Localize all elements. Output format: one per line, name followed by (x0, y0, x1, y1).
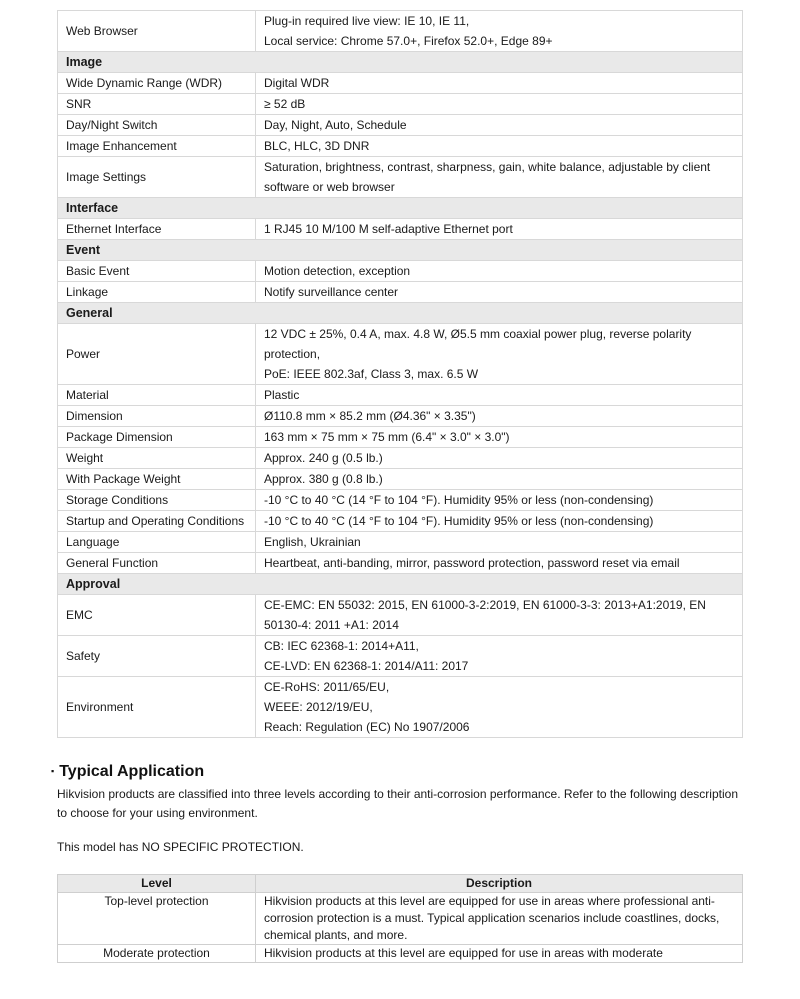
square-bullet-icon: ▪ (51, 766, 55, 776)
spec-row (58, 595, 743, 636)
spec-value-line: CE-LVD: EN 62368-1: 2014/A11: 2017 (264, 659, 469, 673)
spec-row (58, 448, 743, 469)
spec-value (256, 324, 743, 385)
spec-value (256, 511, 743, 532)
spec-value-line: English, Ukrainian (264, 535, 361, 549)
spec-table (57, 10, 743, 738)
spec-row (58, 94, 743, 115)
spec-value-line: Ø110.8 mm × 85.2 mm (Ø4.36" × 3.35") (264, 409, 476, 423)
spec-value-line: CE-EMC: EN 55032: 2015, EN 61000-3-2:2019, EN 61000-3-3: 2013+A1:2019, EN 50130-4: 2011 +A1: 2014 (264, 598, 706, 632)
typical-application-paragraph: Hikvision products are classified into three levels according to their anti-corrosion performance. Refer to the following description to choose for your using environment. (57, 787, 738, 820)
app-description: Hikvision products at this level are equipped for use in areas where professional anti-corrosion protection is a must. Typical application scenarios include coastlines, docks, chemical plants, and more. (256, 893, 743, 945)
spec-label: Day/Night Switch (58, 115, 256, 136)
app-level: Top-level protection (58, 893, 256, 945)
spec-value-line: BLC, HLC, 3D DNR (264, 139, 370, 153)
spec-value (256, 532, 743, 553)
spec-value-line: -10 °C to 40 °C (14 °F to 104 °F). Humidity 95% or less (non-condensing) (264, 493, 654, 507)
section-header: Approval (58, 574, 743, 595)
spec-value (256, 490, 743, 511)
spec-label: Linkage (58, 282, 256, 303)
section-header: Image (58, 52, 743, 73)
spec-value (256, 406, 743, 427)
spec-row (58, 282, 743, 303)
spec-value (256, 94, 743, 115)
spec-section-row (58, 574, 743, 595)
spec-row (58, 677, 743, 738)
spec-value (256, 115, 743, 136)
level-column-header: Level (58, 875, 256, 893)
spec-value-line: WEEE: 2012/19/EU, (264, 700, 373, 714)
spec-value (256, 136, 743, 157)
spec-row (58, 324, 743, 385)
spec-value-line: Plastic (264, 388, 300, 402)
spec-value (256, 469, 743, 490)
spec-row (58, 11, 743, 52)
spec-value-line: 1 RJ45 10 M/100 M self-adaptive Ethernet port (264, 222, 513, 236)
spec-row (58, 532, 743, 553)
spec-label: With Package Weight (58, 469, 256, 490)
spec-value-line: Local service: Chrome 57.0+, Firefox 52.0+, Edge 89+ (264, 34, 553, 48)
spec-label: Package Dimension (58, 427, 256, 448)
spec-row (58, 157, 743, 198)
spec-value-line: Reach: Regulation (EC) No 1907/2006 (264, 720, 470, 734)
spec-value (256, 636, 743, 677)
spec-value-line: Notify surveillance center (264, 285, 399, 299)
spec-value-line: Heartbeat, anti-banding, mirror, password protection, password reset via email (264, 556, 680, 570)
protection-note: This model has NO SPECIFIC PROTECTION. (57, 840, 304, 854)
spec-row (58, 385, 743, 406)
app-description: Hikvision products at this level are equipped for use in areas with moderate (256, 945, 743, 963)
description-column-header: Description (256, 875, 743, 893)
typical-application-heading (51, 763, 743, 781)
spec-label: Environment (58, 677, 256, 738)
spec-value-line: Day, Night, Auto, Schedule (264, 118, 407, 132)
spec-label: Wide Dynamic Range (WDR) (58, 73, 256, 94)
spec-label: Language (58, 532, 256, 553)
spec-value (256, 11, 743, 52)
spec-value (256, 219, 743, 240)
spec-label: Power (58, 324, 256, 385)
spec-label: SNR (58, 94, 256, 115)
spec-row (58, 469, 743, 490)
spec-value (256, 677, 743, 738)
spec-row (58, 406, 743, 427)
spec-label: Safety (58, 636, 256, 677)
spec-label: Basic Event (58, 261, 256, 282)
spec-section-row (58, 303, 743, 324)
spec-value-line: Digital WDR (264, 76, 330, 90)
spec-label: Web Browser (58, 11, 256, 52)
spec-section-row (58, 198, 743, 219)
spec-label: EMC (58, 595, 256, 636)
section-header: Interface (58, 198, 743, 219)
spec-value-line: CE-RoHS: 2011/65/EU, (264, 680, 390, 694)
spec-value-line: 12 VDC ± 25%, 0.4 A, max. 4.8 W, Ø5.5 mm coaxial power plug, reverse polarity protection, (264, 327, 692, 361)
spec-value (256, 261, 743, 282)
typical-application-title: Typical Application (59, 763, 205, 780)
spec-value (256, 73, 743, 94)
spec-value-line: PoE: IEEE 802.3af, Class 3, max. 6.5 W (264, 367, 479, 381)
spec-label: Startup and Operating Conditions (58, 511, 256, 532)
spec-value-line: CB: IEC 62368-1: 2014+A11, (264, 639, 419, 653)
spec-value-line: Plug-in required live view: IE 10, IE 11, (264, 14, 470, 28)
spec-row (58, 427, 743, 448)
spec-label: Image Enhancement (58, 136, 256, 157)
spec-row (58, 73, 743, 94)
app-table-header-row (58, 875, 743, 893)
spec-value (256, 157, 743, 198)
app-level: Moderate protection (58, 945, 256, 963)
spec-label: General Function (58, 553, 256, 574)
spec-value (256, 427, 743, 448)
spec-value-line: -10 °C to 40 °C (14 °F to 104 °F). Humidity 95% or less (non-condensing) (264, 514, 654, 528)
spec-row (58, 261, 743, 282)
spec-section-row (58, 52, 743, 73)
spec-value-line: Saturation, brightness, contrast, sharpness, gain, white balance, adjustable by client software or web browser (264, 160, 711, 194)
spec-row (58, 219, 743, 240)
spec-value (256, 282, 743, 303)
spec-row (58, 636, 743, 677)
spec-row (58, 511, 743, 532)
section-header: Event (58, 240, 743, 261)
spec-value-line: Approx. 380 g (0.8 lb.) (264, 472, 383, 486)
application-level-table (57, 874, 743, 963)
spec-row (58, 553, 743, 574)
spec-value (256, 448, 743, 469)
section-header: General (58, 303, 743, 324)
spec-label: Image Settings (58, 157, 256, 198)
spec-label: Ethernet Interface (58, 219, 256, 240)
spec-row (58, 490, 743, 511)
spec-value (256, 385, 743, 406)
spec-section-row (58, 240, 743, 261)
spec-value-line: ≥ 52 dB (264, 97, 306, 111)
spec-value-line: Approx. 240 g (0.5 lb.) (264, 451, 383, 465)
spec-row (58, 115, 743, 136)
spec-row (58, 136, 743, 157)
spec-value-line: Motion detection, exception (264, 264, 411, 278)
spec-value-line: 163 mm × 75 mm × 75 mm (6.4" × 3.0" × 3.0") (264, 430, 510, 444)
spec-value (256, 595, 743, 636)
app-table-row (58, 893, 743, 945)
spec-label: Weight (58, 448, 256, 469)
spec-label: Material (58, 385, 256, 406)
spec-label: Dimension (58, 406, 256, 427)
spec-label: Storage Conditions (58, 490, 256, 511)
app-table-row (58, 945, 743, 963)
spec-value (256, 553, 743, 574)
